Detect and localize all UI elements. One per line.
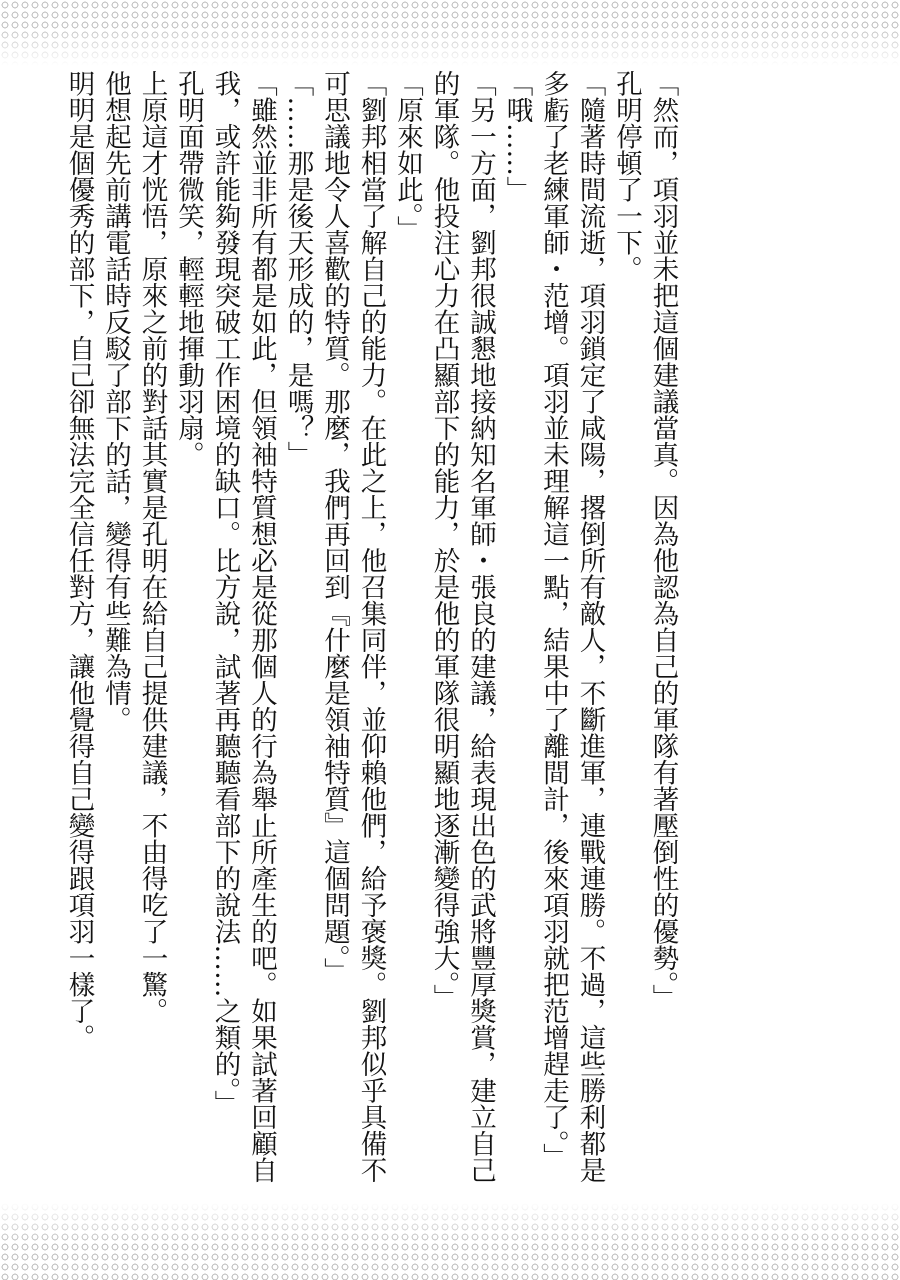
paragraph: 他想起先前講電話時反駁了部下的話，變得有些難為情。 [100, 70, 131, 733]
paragraph: 「原來如此。」 [392, 70, 423, 243]
paragraph: 「隨著時間流逝，項羽鎖定了咸陽，撂倒所有敵人，不斷進軍，連戰連勝。不過，這些勝利都是多虧了老練軍師・范增。項羽並未理解這一點，結果中了離間計，後來項羽就把范增趕走了。」 [538, 70, 606, 1183]
paragraph: 孔明停頓了一下。 [611, 70, 642, 282]
paragraph: 「另一方面，劉邦很誠懇地接納知名軍師・張良的建議，給表現出色的武將豐厚獎賞，建立自己的軍隊。他投注心力在凸顯部下的能力，於是他的軍隊很明顯地逐漸變得強大。」 [428, 70, 496, 1183]
paragraph: 明明是個優秀的部下，自己卻無法完全信任對方，讓他覺得自己變得跟項羽一樣了。 [63, 70, 95, 1051]
paragraph: 「然而，項羽並未把這個建議當真。因為他認為自己的軍隊有著壓倒性的優勢。」 [647, 70, 679, 1011]
top-decorative-border [0, 0, 900, 66]
paragraph: 上原這才恍悟，原來之前的對話其實是孔明在給自己提供建議，不由得吃了一驚。 [136, 70, 168, 1024]
bottom-decorative-border [0, 1202, 900, 1280]
paragraph: 孔明面帶微笑，輕輕地揮動羽扇。 [173, 70, 204, 468]
vertical-text-columns [60, 70, 681, 1190]
body-text-area [60, 70, 860, 1190]
paragraph: 「劉邦相當了解自己的能力。在此之上，他召集同伴，並仰賴他們，給予褒獎。劉邦似乎具備不可思議地令人喜歡的特質。那麼，我們再回到『什麼是領袖特質』這個問題。」 [319, 70, 387, 1183]
paragraph: 「哦……」 [501, 70, 533, 203]
paragraph: 「……那是後天形成的，是嗎？」 [282, 70, 314, 468]
paragraph: 「雖然並非所有都是如此，但領袖特質想必是從那個人的行為舉止所產生的吧。如果試著回顧自我，或許能夠發現突破工作困境的缺口。比方說，試著再聽聽看部下的說法……之類的。」 [209, 70, 277, 1183]
